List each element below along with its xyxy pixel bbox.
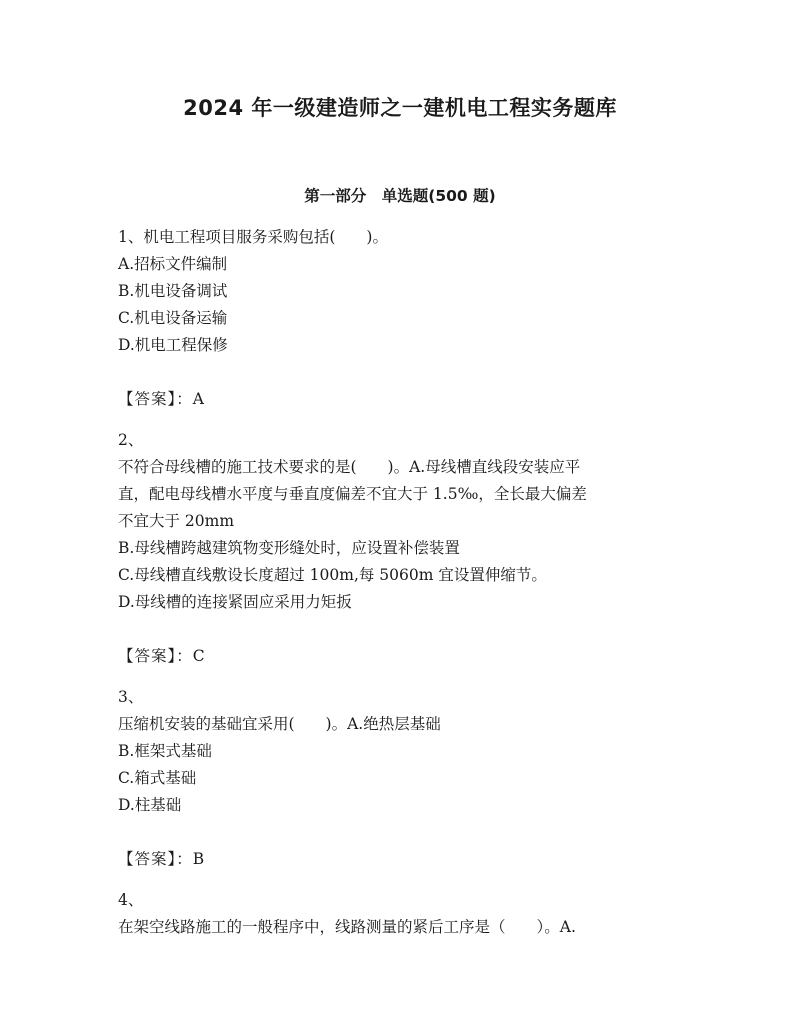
question-3 bbox=[118, 684, 666, 873]
option-a: A.招标文件编制 bbox=[118, 255, 228, 273]
option-c: C.箱式基础 bbox=[118, 769, 197, 787]
option-c: C.机电设备运输 bbox=[118, 309, 228, 327]
answer-label: 【答案】： bbox=[118, 647, 193, 665]
question-stem: 不宜大于 20mm bbox=[118, 512, 235, 530]
option-b: B.框架式基础 bbox=[118, 742, 212, 760]
answer-line bbox=[118, 643, 666, 670]
section-title: 第一部分 单选题(500 题) bbox=[304, 187, 496, 205]
question-stem: 直，配电母线槽水平度与垂直度偏差不宜大于 1.5‰，全长最大偏差 bbox=[118, 485, 587, 503]
document-title: 2024 年一级建造师之一建机电工程实务题库 bbox=[183, 96, 617, 120]
question-number: 4、 bbox=[118, 891, 144, 909]
question-4 bbox=[118, 887, 666, 941]
answer-label: 【答案】： bbox=[118, 850, 193, 868]
answer-line bbox=[118, 386, 666, 413]
option-b: B.母线槽跨越建筑物变形缝处时，应设置补偿装置 bbox=[118, 539, 460, 557]
option-b: B.机电设备调试 bbox=[118, 282, 228, 300]
option-d: D.母线槽的连接紧固应采用力矩扳 bbox=[118, 593, 352, 611]
option-d: D.机电工程保修 bbox=[118, 336, 228, 354]
answer-label: 【答案】： bbox=[118, 390, 193, 408]
question-number: 3、 bbox=[118, 688, 144, 706]
question-2 bbox=[118, 427, 666, 670]
answer-value: B bbox=[192, 850, 205, 868]
question-stem: 在架空线路施工的一般程序中，线路测量的紧后工序是（ ）。A. bbox=[118, 918, 576, 936]
question-list bbox=[118, 224, 666, 941]
question-1 bbox=[118, 224, 666, 413]
answer-value: A bbox=[192, 390, 204, 408]
question-number: 2、 bbox=[118, 431, 144, 449]
answer-line bbox=[118, 846, 666, 873]
question-stem: 不符合母线槽的施工技术要求的是( )。A.母线槽直线段安装应平 bbox=[118, 458, 581, 476]
option-d: D.柱基础 bbox=[118, 796, 182, 814]
question-stem: 1、机电工程项目服务采购包括( )。 bbox=[118, 228, 388, 246]
question-stem: 压缩机安装的基础宜采用( )。A.绝热层基础 bbox=[118, 715, 441, 733]
answer-value: C bbox=[192, 647, 205, 665]
option-c: C.母线槽直线敷设长度超过 100m,每 5060m 宜设置伸缩节。 bbox=[118, 566, 547, 584]
